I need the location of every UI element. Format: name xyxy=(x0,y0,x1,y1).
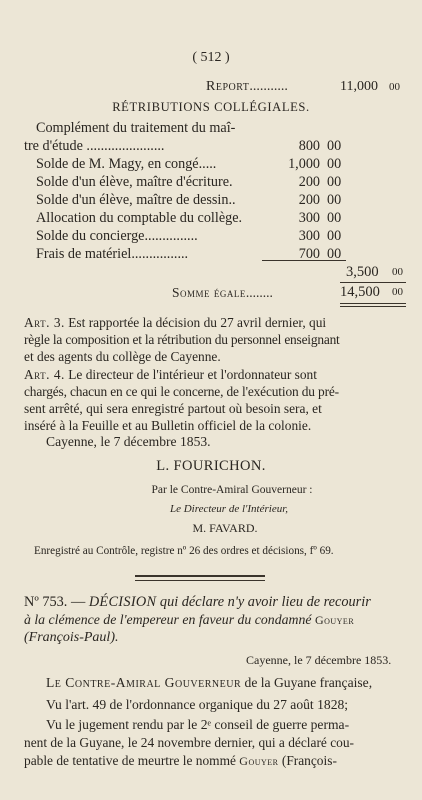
item-amount: 1,000 xyxy=(288,156,320,172)
decision-body-text: pable de tentative de meurtre le nommé xyxy=(24,753,240,768)
item-label: Solde de M. Magy, en congé..... xyxy=(36,156,217,172)
article-3-line: règle la composition et la rétribution du personnel enseignant xyxy=(24,332,340,347)
total-label: Somme égale xyxy=(172,285,246,300)
item-label-line1: Complément du traitement du maî- xyxy=(36,120,236,136)
item-cents: 00 xyxy=(327,192,342,208)
item-label: Solde d'un élève, maître d'écriture. xyxy=(36,174,233,190)
item-row xyxy=(36,120,396,138)
decision-body-line xyxy=(46,675,372,691)
item-row xyxy=(36,174,396,192)
decision-body-text: de la Guyane française, xyxy=(241,675,373,690)
subtotal-rule xyxy=(262,260,346,261)
decision-body-line: Vu l'art. 49 de l'ordonnance organique du 27 août 1828; xyxy=(46,697,349,712)
item-label: Solde d'un élève, maître de dessin.. xyxy=(36,192,236,208)
article-3 xyxy=(24,314,400,365)
item-row xyxy=(36,192,396,210)
item-cents: 00 xyxy=(327,210,342,226)
total-rule-top xyxy=(340,282,406,283)
by-line: Par le Contre-Amiral Gouverneur : xyxy=(151,484,313,496)
total-amount: 14,500 xyxy=(340,284,380,300)
item-label: Allocation du comptable du collège. xyxy=(36,210,243,226)
subtotal-cents: 00 xyxy=(392,266,403,278)
article-3-line: Est rapportée la décision du 27 avril dernier, qui xyxy=(68,315,327,330)
signatory: L. FOURICHON. xyxy=(156,458,266,474)
decision-body-sc: Le Contre-Amiral Gouverneur xyxy=(46,675,242,690)
item-row xyxy=(36,210,396,228)
decision-body-line xyxy=(24,753,337,769)
report-cents: 00 xyxy=(389,81,400,93)
item-amount: 700 xyxy=(298,246,320,262)
item-amount: 300 xyxy=(298,228,320,244)
article-4-line: chargés, chacun en ce qui le concerne, de l'exécution du pré- xyxy=(24,384,339,399)
item-amount: 800 xyxy=(298,138,320,154)
item-row xyxy=(36,246,396,264)
decision-body-line: Vu le jugement rendu par le 2ᵉ conseil de guerre perma- xyxy=(46,717,350,732)
decision-body-tail: (François- xyxy=(278,753,337,768)
decision-body-line: nent de la Guyane, le 24 novembre dernier, qui a déclaré cou- xyxy=(24,735,354,750)
item-amount: 200 xyxy=(298,192,320,208)
decision-body-sc: Gouyer xyxy=(239,754,279,768)
item-cents: 00 xyxy=(327,156,342,172)
article-4-line: sent arrêté, qui sera enregistré partout où besoin sera, et xyxy=(24,401,322,416)
page-number: ( 512 ) xyxy=(192,50,230,65)
report-amount: 11,000 xyxy=(340,79,378,94)
item-label: Frais de matériel................ xyxy=(36,246,189,262)
date-line: Cayenne, le 7 décembre 1853. xyxy=(46,434,211,449)
decision-heading-line1 xyxy=(24,594,371,611)
item-amount: 300 xyxy=(298,210,320,226)
article-4-line: inséré à la Feuille et au Bulletin officiel de la colonie. xyxy=(24,418,312,433)
decision-name: Gouyer xyxy=(314,613,355,627)
total-rule-double xyxy=(340,303,406,307)
total-line xyxy=(172,285,273,301)
article-4 xyxy=(24,366,400,434)
decision-title-word: DÉCISION xyxy=(88,594,157,610)
decision-date: Cayenne, le 7 décembre 1853. xyxy=(246,653,392,667)
section-divider xyxy=(135,575,265,581)
total-cents: 00 xyxy=(392,286,403,298)
decision-heading-line2 xyxy=(24,612,354,628)
decision-title-rest: qui déclare n'y avoir lieu de recourir xyxy=(159,594,371,610)
report-label: Report xyxy=(206,79,250,94)
registration-note: Enregistré au Contrôle, registre nº 26 des ordres et décisions, fº 69. xyxy=(34,545,334,557)
director-name: M. FAVARD. xyxy=(192,521,258,535)
article-4-line: Le directeur de l'intérieur et l'ordonnateur sont xyxy=(68,367,317,382)
report-dots: ........... xyxy=(249,79,288,94)
article-3-line: et des agents du collège de Cayenne. xyxy=(24,349,221,364)
section-title: RÉTRIBUTIONS COLLÉGIALES. xyxy=(112,100,310,114)
item-row xyxy=(36,156,396,174)
director-line: Le Directeur de l'Intérieur, xyxy=(169,503,289,515)
item-label-line2: tre d'étude ...................... xyxy=(24,138,165,154)
item-row xyxy=(24,138,384,156)
decision-title-line2: à la clémence de l'empereur en faveur du condamné xyxy=(24,612,312,627)
item-cents: 00 xyxy=(327,228,342,244)
item-cents: 00 xyxy=(327,246,342,262)
item-row xyxy=(36,228,396,246)
decision-number: Nº 753. xyxy=(24,594,68,610)
decision-dash: — xyxy=(70,594,86,610)
decision-heading-line3: (François-Paul). xyxy=(24,630,119,645)
item-amount: 200 xyxy=(298,174,320,190)
item-label: Solde du concierge............... xyxy=(36,228,198,244)
article-4-lead: Art. 4. xyxy=(24,367,65,382)
subtotal-amount: 3,500 xyxy=(346,264,379,280)
item-cents: 00 xyxy=(327,174,342,190)
item-cents: 00 xyxy=(327,138,342,154)
total-dots: ........ xyxy=(245,285,273,300)
article-3-lead: Art. 3. xyxy=(24,315,65,330)
